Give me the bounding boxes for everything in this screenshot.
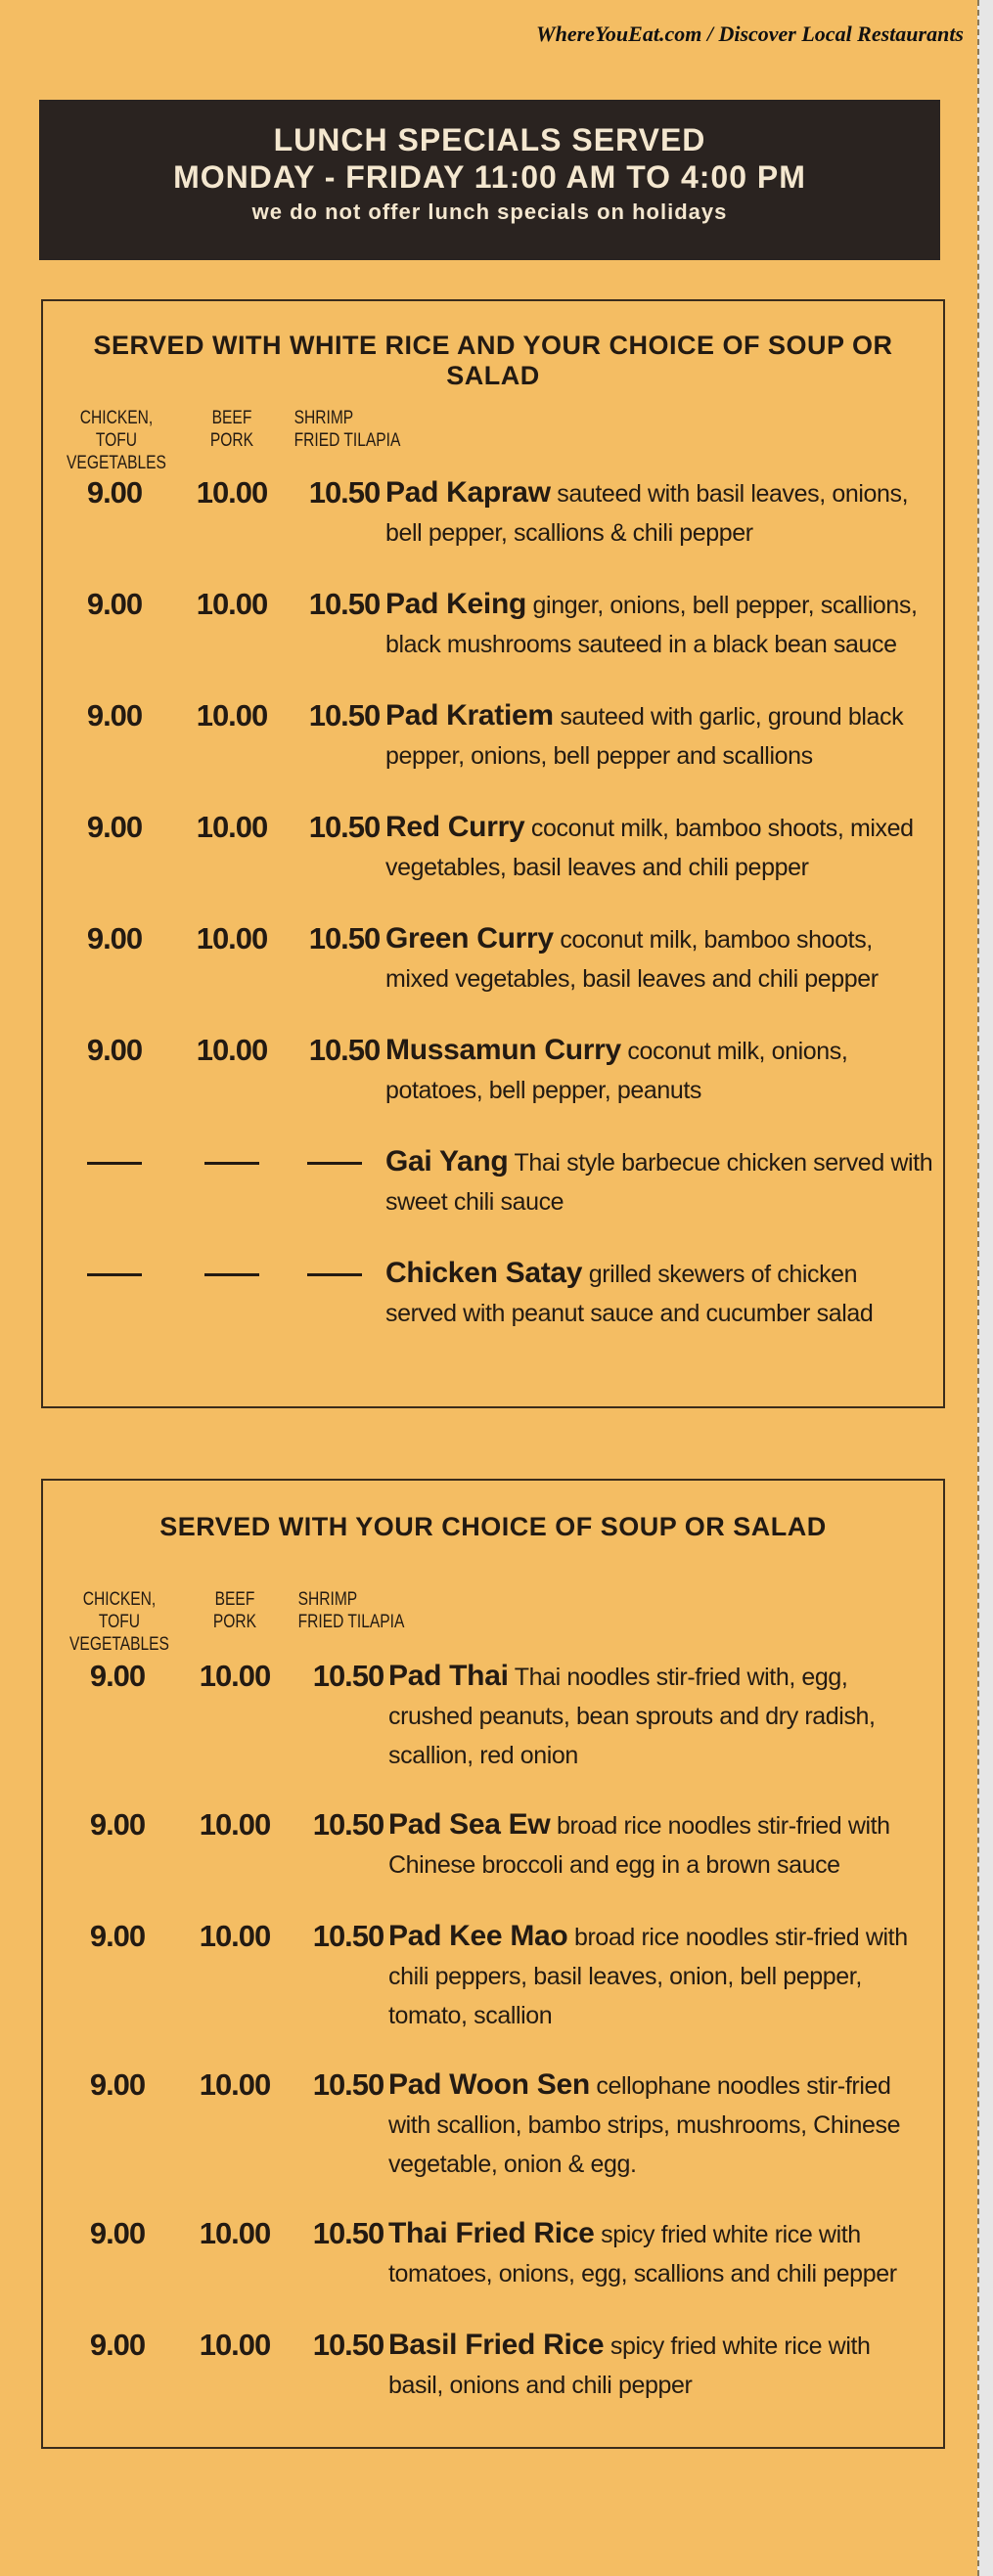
column-header-line: SHRIMP bbox=[297, 1589, 358, 1610]
item-description bbox=[385, 1142, 933, 1221]
item-description bbox=[385, 808, 933, 887]
column-header-line: PORK bbox=[212, 1612, 257, 1632]
price-chicken-tofu: 9.00 bbox=[89, 1807, 146, 1842]
item-description bbox=[388, 2214, 931, 2293]
item-name: Thai Fried Rice bbox=[388, 2217, 595, 2249]
column-header-line: FRIED TILAPIA bbox=[293, 430, 401, 451]
price-dash-shrimp-tilapia bbox=[307, 1273, 362, 1276]
lunch-hours-banner bbox=[39, 100, 940, 260]
price-shrimp-tilapia: 10.50 bbox=[308, 698, 381, 733]
item-name: Pad Kapraw bbox=[385, 476, 551, 509]
page-edge bbox=[977, 0, 993, 2576]
price-beef-pork: 10.00 bbox=[199, 1659, 271, 1693]
item-details: coconut milk, onions, potatoes, bell pepper, peanuts bbox=[385, 1038, 848, 1104]
item-name: Pad Kee Mao bbox=[388, 1920, 568, 1952]
price-beef-pork: 10.00 bbox=[199, 1807, 271, 1842]
column-header-line: CHICKEN, TOFU bbox=[82, 1589, 157, 1632]
price-shrimp-tilapia: 10.50 bbox=[308, 587, 381, 621]
item-description bbox=[385, 1254, 933, 1333]
item-name: Basil Fried Rice bbox=[388, 2329, 605, 2361]
item-details: Thai noodles stir-fried with, egg, crushed peanuts, bean sprouts and dry radish, scallion, red onion bbox=[388, 1664, 876, 1769]
item-description bbox=[388, 1917, 931, 2035]
column-header-chicken-tofu bbox=[61, 407, 173, 474]
item-details: sauteed with basil leaves, onions, bell pepper, scallions & chili pepper bbox=[385, 480, 909, 547]
price-shrimp-tilapia: 10.50 bbox=[312, 1919, 384, 1953]
price-beef-pork: 10.00 bbox=[196, 475, 268, 510]
item-description bbox=[385, 473, 933, 553]
item-name: Chicken Satay bbox=[385, 1257, 583, 1289]
column-header-line: FRIED TILAPIA bbox=[297, 1612, 405, 1632]
price-beef-pork: 10.00 bbox=[196, 921, 268, 955]
section-title: SERVED WITH WHITE RICE AND YOUR CHOICE OF SOUP OR SALAD bbox=[93, 331, 893, 390]
column-header-beef-pork bbox=[195, 1588, 275, 1633]
item-name: Pad Woon Sen bbox=[388, 2068, 590, 2101]
price-shrimp-tilapia: 10.50 bbox=[312, 1659, 384, 1693]
price-chicken-tofu: 9.00 bbox=[89, 2216, 146, 2250]
price-shrimp-tilapia: 10.50 bbox=[312, 2216, 384, 2250]
price-shrimp-tilapia: 10.50 bbox=[308, 475, 381, 510]
item-description bbox=[385, 1031, 933, 1110]
price-chicken-tofu: 9.00 bbox=[86, 921, 143, 955]
column-header-shrimp-tilapia bbox=[298, 1588, 411, 1633]
column-header-line: VEGETABLES bbox=[67, 453, 166, 473]
column-header-shrimp-tilapia bbox=[294, 407, 407, 452]
item-description bbox=[388, 1805, 931, 1885]
item-name: Green Curry bbox=[385, 922, 554, 955]
item-details: broad rice noodles stir-fried with Chinese broccoli and egg in a brown sauce bbox=[388, 1812, 890, 1879]
item-description bbox=[385, 919, 933, 999]
item-details: Thai style barbecue chicken served with sweet chili sauce bbox=[385, 1149, 933, 1216]
price-dash-shrimp-tilapia bbox=[307, 1162, 362, 1165]
price-chicken-tofu: 9.00 bbox=[89, 2067, 146, 2102]
price-dash-beef-pork bbox=[204, 1162, 259, 1165]
column-header-chicken-tofu bbox=[64, 1588, 176, 1656]
item-description bbox=[385, 585, 933, 664]
price-beef-pork: 10.00 bbox=[199, 2067, 271, 2102]
item-details: sauteed with garlic, ground black pepper, onions, bell pepper and scallions bbox=[385, 703, 904, 770]
price-dash-chicken-tofu bbox=[87, 1273, 142, 1276]
column-header-line: SHRIMP bbox=[293, 408, 354, 428]
item-details: spicy fried white rice with tomatoes, onions, egg, scallions and chili pepper bbox=[388, 2221, 897, 2287]
item-description bbox=[388, 2065, 931, 2184]
item-name: Pad Kratiem bbox=[385, 699, 554, 732]
column-header-line: VEGETABLES bbox=[69, 1634, 169, 1655]
site-credit: WhereYouEat.com / Discover Local Restaurants bbox=[536, 22, 964, 46]
price-chicken-tofu: 9.00 bbox=[89, 1659, 146, 1693]
price-chicken-tofu: 9.00 bbox=[86, 1033, 143, 1067]
price-shrimp-tilapia: 10.50 bbox=[312, 2067, 384, 2102]
section-soup-salad bbox=[41, 1479, 945, 2449]
item-name: Mussamun Curry bbox=[385, 1034, 621, 1066]
price-beef-pork: 10.00 bbox=[199, 1919, 271, 1953]
price-beef-pork: 10.00 bbox=[199, 2216, 271, 2250]
item-details: coconut milk, bamboo shoots, mixed vegetables, basil leaves and chili pepper bbox=[385, 926, 879, 993]
item-name: Pad Keing bbox=[385, 588, 526, 620]
price-dash-beef-pork bbox=[204, 1273, 259, 1276]
price-chicken-tofu: 9.00 bbox=[86, 698, 143, 733]
item-description bbox=[388, 1657, 931, 1775]
item-name: Pad Thai bbox=[388, 1660, 509, 1692]
column-header-beef-pork bbox=[192, 407, 272, 452]
price-shrimp-tilapia: 10.50 bbox=[308, 921, 381, 955]
price-shrimp-tilapia: 10.50 bbox=[308, 810, 381, 844]
price-shrimp-tilapia: 10.50 bbox=[308, 1033, 381, 1067]
column-header-line: CHICKEN, TOFU bbox=[79, 408, 154, 451]
price-chicken-tofu: 9.00 bbox=[86, 475, 143, 510]
price-shrimp-tilapia: 10.50 bbox=[312, 2328, 384, 2362]
item-details: spicy fried white rice with basil, onions and chili pepper bbox=[388, 2332, 871, 2399]
section-rice-soup-salad bbox=[41, 299, 945, 1408]
price-dash-chicken-tofu bbox=[87, 1162, 142, 1165]
item-description bbox=[385, 696, 933, 776]
banner-title: LUNCH SPECIALS SERVED bbox=[273, 122, 706, 157]
banner-hours: MONDAY - FRIDAY 11:00 AM TO 4:00 PM bbox=[173, 159, 806, 195]
price-chicken-tofu: 9.00 bbox=[89, 1919, 146, 1953]
price-beef-pork: 10.00 bbox=[196, 698, 268, 733]
price-beef-pork: 10.00 bbox=[196, 1033, 268, 1067]
price-shrimp-tilapia: 10.50 bbox=[312, 1807, 384, 1842]
banner-note: we do not offer lunch specials on holidays bbox=[251, 200, 728, 224]
item-name: Pad Sea Ew bbox=[388, 1808, 551, 1841]
item-details: broad rice noodles stir-fried with chili peppers, basil leaves, onion, bell pepper, tomato, scallion bbox=[388, 1924, 908, 2029]
item-description bbox=[388, 2326, 931, 2405]
item-details: coconut milk, bamboo shoots, mixed vegetables, basil leaves and chili pepper bbox=[385, 815, 914, 881]
item-name: Gai Yang bbox=[385, 1145, 509, 1177]
item-details: cellophane noodles stir-fried with scallion, bambo strips, mushrooms, Chinese vegetable, onion & egg. bbox=[388, 2072, 901, 2178]
column-header-line: BEEF bbox=[211, 408, 252, 428]
item-details: ginger, onions, bell pepper, scallions, black mushrooms sauteed in a black bean sauce bbox=[385, 592, 918, 658]
item-details: grilled skewers of chicken served with peanut sauce and cucumber salad bbox=[385, 1261, 874, 1327]
column-header-line: BEEF bbox=[214, 1589, 255, 1610]
price-chicken-tofu: 9.00 bbox=[86, 810, 143, 844]
price-beef-pork: 10.00 bbox=[199, 2328, 271, 2362]
section-title: SERVED WITH YOUR CHOICE OF SOUP OR SALAD bbox=[159, 1512, 827, 1541]
price-beef-pork: 10.00 bbox=[196, 810, 268, 844]
price-chicken-tofu: 9.00 bbox=[89, 2328, 146, 2362]
item-name: Red Curry bbox=[385, 811, 525, 843]
price-chicken-tofu: 9.00 bbox=[86, 587, 143, 621]
column-header-line: PORK bbox=[209, 430, 254, 451]
price-beef-pork: 10.00 bbox=[196, 587, 268, 621]
